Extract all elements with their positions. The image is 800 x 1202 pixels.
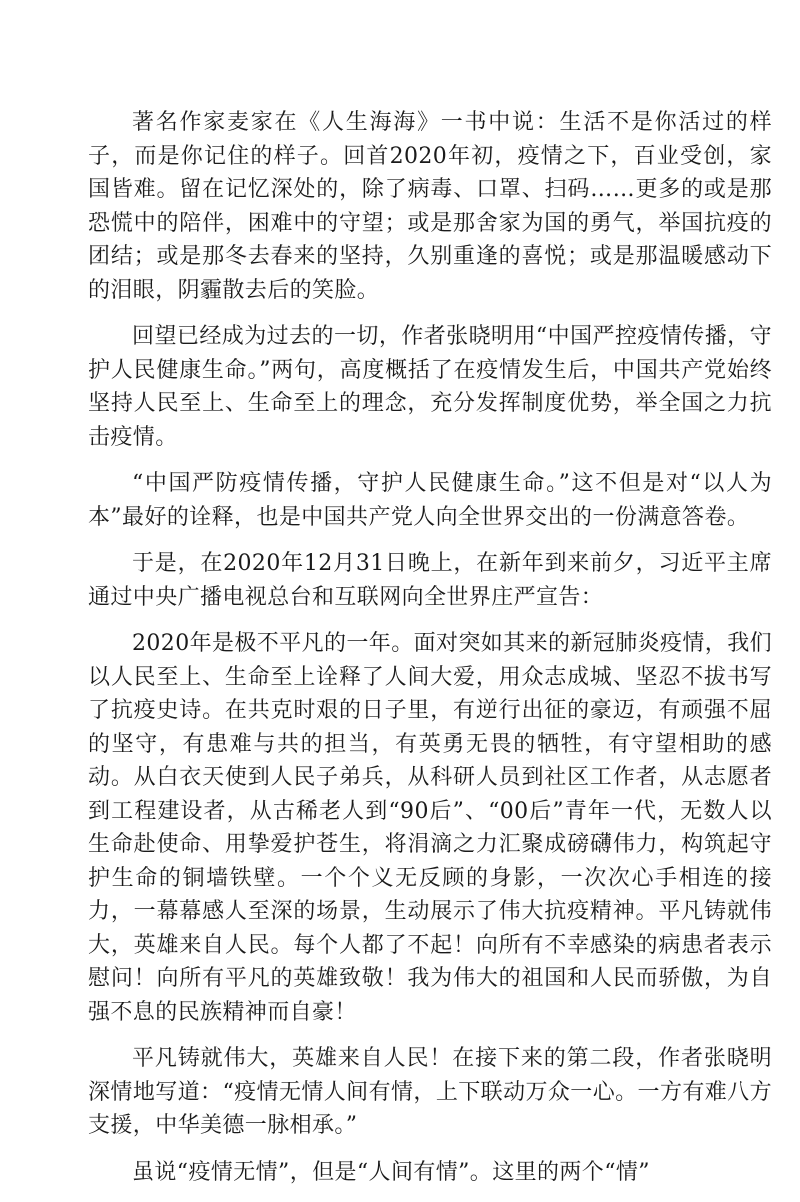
paragraph-4: 于是，在2020年12月31日晚上，在新年到来前夕，习近平主席通过中央广播电视总台和互联网向全世界庄严宣告： (88, 551, 772, 610)
paragraph-7: 虽说“疫情无情”，但是“人间有情”。这里的两个“情” (132, 1159, 650, 1185)
paragraph-5-quote: 2020年是极不平凡的一年。面对突如其来的新冠肺炎疫情，我们以人民至上、生命至上诠释了人间大爱，用众志成城、坚忍不拔书写了抗疫史诗。在共克时艰的日子里，有逆行出征的豪迈，有顽强不屈的坚守，有患难与共的担当，有英勇无畏的牺牲，有守望相助的感动。从白衣天使到人民子弟兵，从科研人员到社区工作者，从志愿者到工程建设者，从古稀老人到“90后”、“00后”青年一代，无数人以生命赴使命、用挚爱护苍生，将涓滴之力汇聚成磅礴伟力，构筑起守护生命的铜墙铁壁。一个个义无反顾的身影，一次次心手相连的接力，一幕幕感人至深的场景，生动展示了伟大抗疫精神。平凡铸就伟大，英雄来自人民。每个人都了不起！向所有不幸感染的病患者表示慰问！向所有平凡的英雄致敬！我为伟大的祖国和人民而骄傲，为自强不息的民族精神而自豪！ (88, 631, 772, 1025)
paragraph-2: 回望已经成为过去的一切，作者张晓明用“中国严控疫情传播，守护人民健康生命。”两句，高度概括了在疫情发生后，中国共产党始终坚持人民至上、生命至上的理念，充分发挥制度优势，举全国之力抗击疫情。 (88, 324, 772, 450)
paragraph-6: 平凡铸就伟大，英雄来自人民！在接下来的第二段，作者张晓明深情地写道：“疫情无情人间有情，上下联动万众一心。一方有难八方支援，中华美德一脉相承。” (88, 1046, 772, 1138)
article-body (88, 106, 772, 1202)
paragraph-1: 著名作家麦家在《人生海海》一书中说：生活不是你活过的样子，而是你记住的样子。回首2020年初，疫情之下，百业受创，家国皆难。留在记忆深处的，除了病毒、口罩、扫码……更多的或是那恐慌中的陪伴，困难中的守望；或是那舍家为国的勇气，举国抗疫的团结；或是那冬去春来的坚持，久别重逢的喜悦；或是那温暖感动下的泪眼，阴霾散去后的笑脸。 (88, 110, 772, 303)
paragraph-3: “中国严防疫情传播，守护人民健康生命。”这不但是对“以人为本”最好的诠释，也是中国共产党人向全世界交出的一份满意答卷。 (88, 471, 772, 530)
